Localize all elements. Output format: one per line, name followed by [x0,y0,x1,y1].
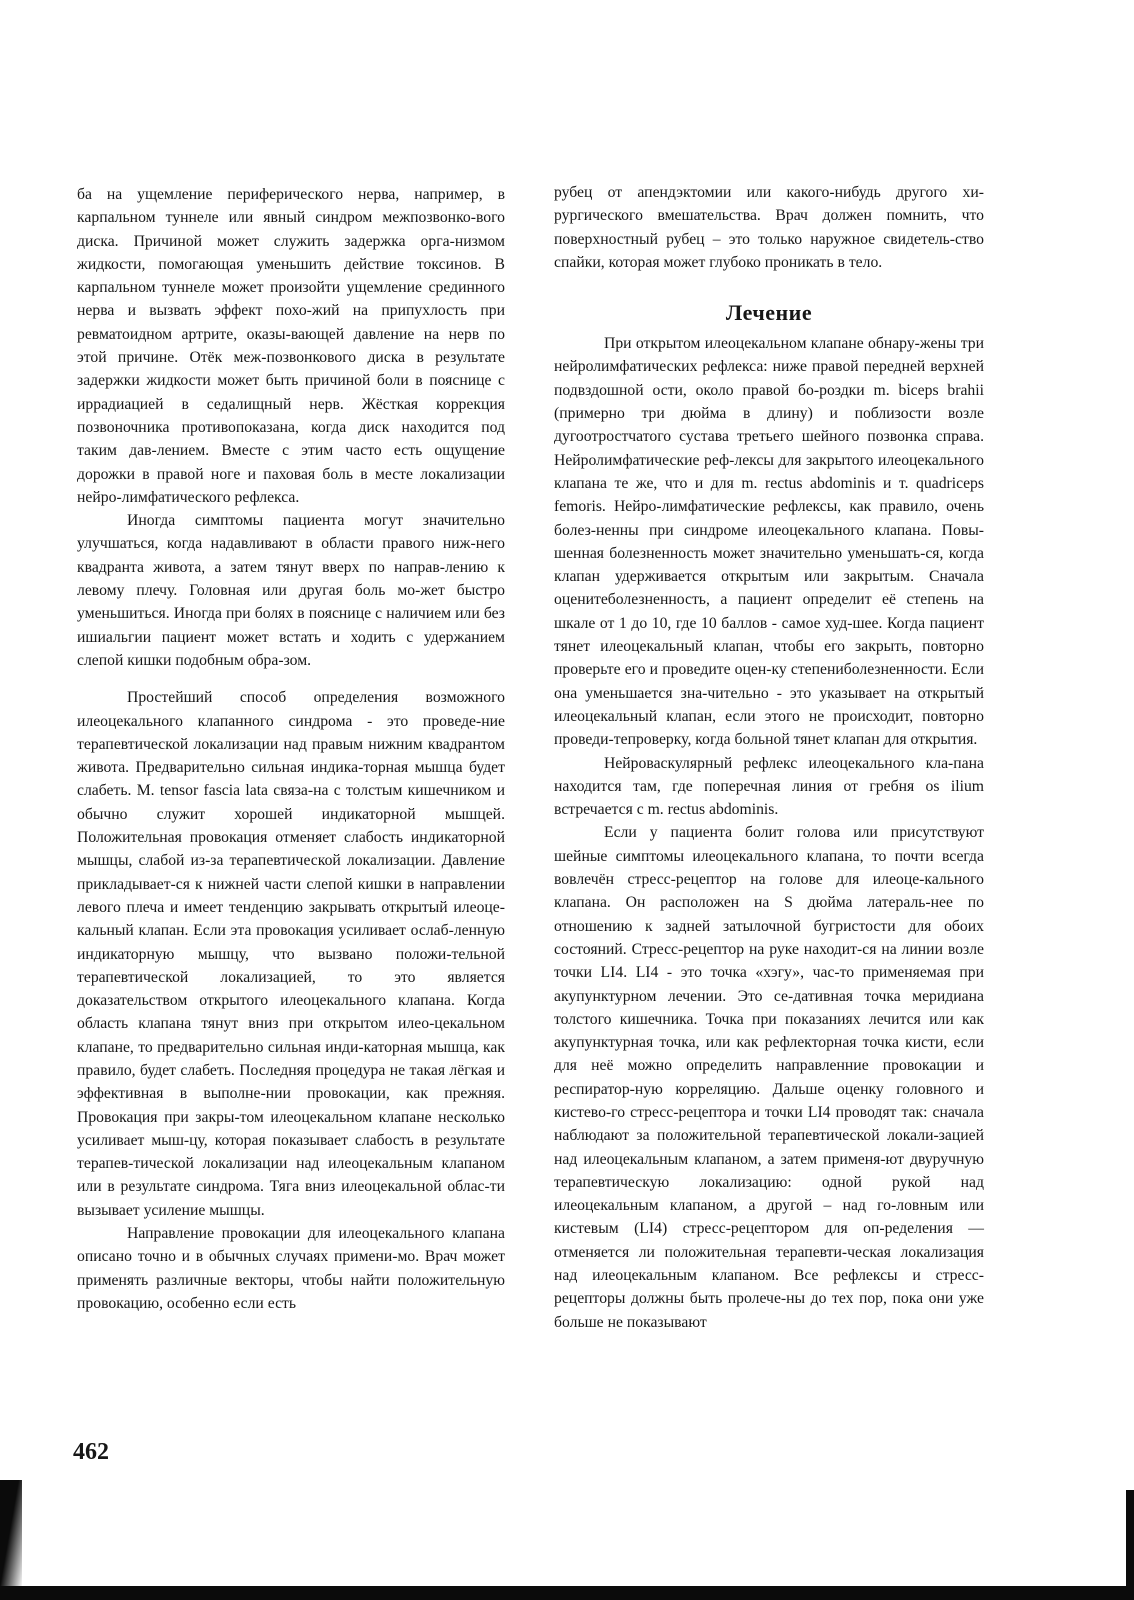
paragraph-provocation: Направление провокации для илеоцекального клапана описано точно и в обычных случаях примени-мо. Врач может применять различные векторы, чтобы найти положительную провокацию, особенно если есть [77,1225,505,1312]
paragraph-continuation: ба на ущемление периферического нерва, например, в карпальном туннеле или явный синдром межпозвонко-вого диска. Причиной может служить задержка орга-низмом жидкости, помогающая уменьшить действие токсинов. В карпальном туннеле может произойти ущемление срединного нерва и вызвать эффект похо-жий на припухлость при ревматоидном артрите, оказы-вающей давление на нерв по этой причине. Отёк меж-позвонкового диска в результате задержки жидкости может быть причиной боли в пояснице с иррадиацией в седалищный нерв. Жёсткая коррекция позвоночника противопоказана, когда диск находится под таким дав-лением. Вместе с этим часто есть ощущение дорожки в правой ноге и паховая боль в месте локализации нейро-лимфатического рефлекса. [77,186,505,506]
scan-shadow-bottom [0,1586,1134,1600]
paragraph-symptoms: Иногда симптомы пациента могут значительно улучшаться, когда надавливают в области правого ниж-него квадранта живота, а затем тянут вверх по направ-лению к левому плечу. Головная или другая боль мо-жет быстро уменьшиться. Иногда при болях в пояснице с наличием или без ишиальгии пациент может встать и ходить с удержанием слепой кишки подобным обра-зом. [77,512,505,669]
scan-shadow-left [0,1480,22,1590]
page-number: 462 [73,1439,109,1465]
right-text-column [554,181,984,1334]
section-heading: Лечение [725,300,813,326]
paragraph-diagnosis: Простейший способ определения возможного илеоцекального клапанного синдрома - это проведе-ние терапевтической локализации над правым нижним квадрантом живота. Предварительно сильная индика-торная мышца будет слабеть. M. tensor fascia lata связа-на с толстым кишечником и обычно служит хорошей индикаторной мышцей. Положительная провокация отменяет слабость индикаторной мышцы, слабой из-за терапевтической локализации. Давление прикладывает-ся к нижней части слепой кишки в направлении левого плеча и имеет тенденцию закрывать открытый илеоце-кальный клапан. Если эта провокация усиливает ослаб-ленную индикаторную мышцу, что вызвано положи-тельной терапевтической локализацией, то это является доказательством открытого илеоцекального клапана. Когда область клапана тянут вниз при открытом илео-цекальном клапане, то предварительно сильная инди-каторная мышца, как правило, будет слабеть. Последняя процедура не такая лёгкая и эффективная в выполне-нии провокации, как прежняя. Провокация при закры-том илеоцекальном клапане несколько усиливает мыш-цу, которая показывает слабость в результате терапев-тической локализации над илеоцекальным клапаном или в результате синдрома. Тяга вниз илеоцекальной облас-ти вызывает усиление мышцы. [77,689,505,1219]
left-text-column [77,183,505,1315]
paragraph-scar: рубец от апендэктомии или какого-нибудь другого хи-рургического вмешательства. Врач должен помнить, что поверхностный рубец – это только наружное свидетель-ство спайки, которая может глубоко проникать в тело. [554,184,984,271]
paragraph-neurovascular: Нейроваскулярный рефлекс илеоцекального кла-пана находится там, где поперечная линия от гребня os ilium встречается с m. rectus abdominis. [554,754,984,819]
paragraph-treatment: При открытом илеоцекальном клапане обнару-жены три нейролимфатических рефлекса: ниже правой передней верхней подвздошной ости, около правой бо-роздки m. biceps brahii (примерно три дюйма в длину) и поблизости возле дугоотростчатого сустава третьего шейного позвонка справа. Нейролимфатические реф-лексы для закрытого илеоцекального клапана те же, что и для m. rectus abdominis и т. quadriceps femoris. Нейро-лимфатические рефлексы, как правило, очень болез-ненны при синдроме илеоцекального клапана. Повы-шенная болезненность может значительно уменьшать-ся, когда клапан удерживается открытым или закрытым. Сначала оценитеболезненность, а пациент определит её степень на шкале от 1 до 10, где 10 баллов - самое худ-шее. Когда пациент тянет илеоцекальный клапан, чтобы его закрыть, повторно проверьте его и проведите оцен-ку степениболезненности. Если она уменьшается зна-чительно - это указывает на открытый илеоцекальный клапан, если этого не происходит, повторно проведи-тепроверку, когда больной тянет клапан для открытия. [554,335,984,749]
scan-shadow-right [1126,1490,1134,1600]
paragraph-stress-receptor: Если у пациента болит голова или присутствуют шейные симптомы илеоцекального клапана, то почти всегда вовлечён стресс-рецептор на голове для илеоце-кального клапана. Он расположен на S дюйма латераль-нее по отношению к задней затылочной бугристости для обоих состояний. Стресс-рецептор на руке находит-ся на линии возле точки LI4. LI4 - это точка «хэгу», час-то применяемая при акупунктурном лечении. Это се-дативная точка меридиана толстого кишечника. Точка при показаниях лечится или как акупунктурная точка, или как рефлекторная точка кисти, если для неё можно определить направленние провокации и респиратор-ную корреляцию. Дальше оценку головного и кистево-го стресс-рецептора и точки LI4 проводят так: сначала наблюдают за положительной терапевтической локали-зацией над илеоцекальным клапаном, а затем применя-ют двуручную терапевтическую локализацию: одной рукой над илеоцекальным клапаном, а другой – над го-ловным или кистевым (LI4) стресс-рецептором для оп-ределения — отменяется ли положительная терапевти-ческая локализация над илеоцекальным клапаном. Все рефлексы и стресс-рецепторы должны быть пролече-ны до тех пор, пока они уже больше не показывают [554,824,984,1331]
